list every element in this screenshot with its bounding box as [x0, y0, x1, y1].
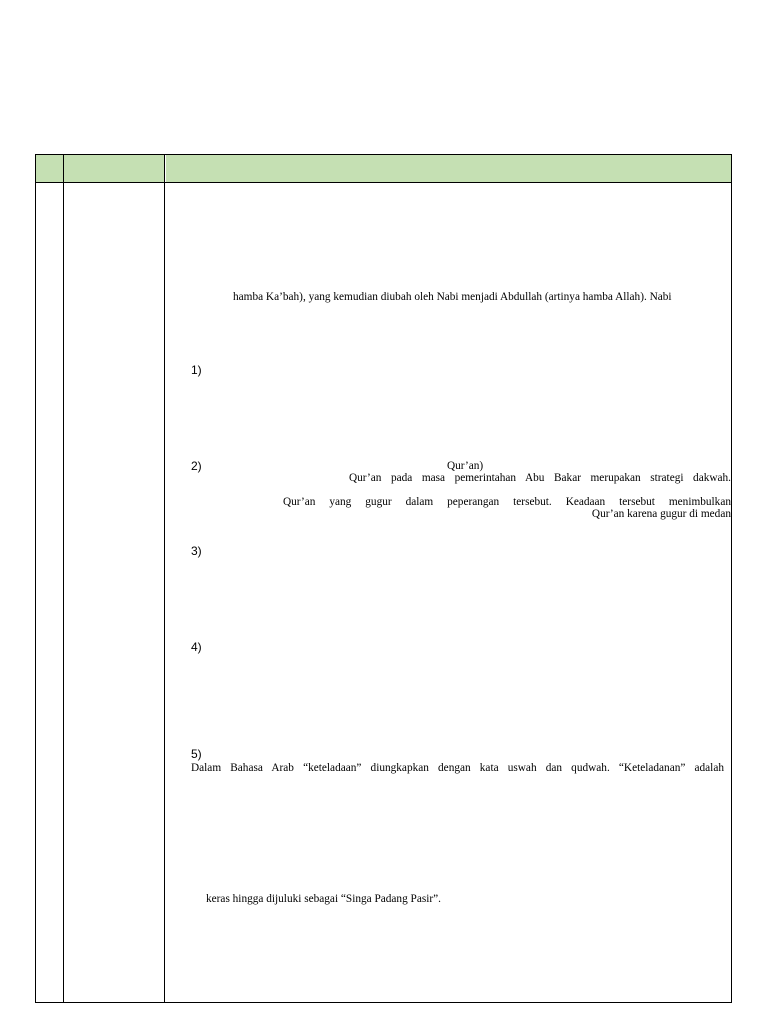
table-left-border — [35, 154, 36, 1003]
column-divider-1 — [63, 154, 64, 1003]
item2-quran-label: Qur’an) — [447, 460, 484, 472]
item-marker-5: 5) — [191, 747, 202, 761]
column-divider-2 — [164, 154, 165, 1003]
item2-line-3: Qur’an karena gugur di medan — [591, 508, 731, 520]
closing-line: keras hingga dijuluki sebagai “Singa Padang Pasir”. — [206, 893, 441, 905]
paragraph-kabah: hamba Ka’bah), yang kemudian diubah oleh Nabi menjadi Abdullah (artinya hamba Allah). Nabi — [233, 291, 672, 303]
table-top-border — [35, 154, 732, 155]
item-marker-1: 1) — [191, 363, 202, 377]
item-marker-4: 4) — [191, 640, 202, 654]
header-bottom-border — [35, 182, 732, 183]
header-cell-content — [166, 155, 731, 182]
item-marker-2: 2) — [191, 459, 202, 473]
item5-line-1: Dalam Bahasa Arab “keteladaan” diungkapkan dengan kata uswah dan qudwah. “Keteladanan” adalah — [191, 762, 724, 774]
item2-line-2: Qur’an yang gugur dalam peperangan tersebut. Keadaan tersebut menimbulkan — [283, 496, 731, 508]
item-marker-3: 3) — [191, 544, 202, 558]
table-bottom-border — [35, 1002, 732, 1003]
header-cell-topic — [64, 155, 164, 182]
item2-line-1: Qur’an pada masa pemerintahan Abu Bakar merupakan strategi dakwah. — [349, 472, 731, 484]
header-cell-number — [36, 155, 63, 182]
table-right-border — [731, 154, 732, 1003]
content-table — [35, 154, 732, 1003]
